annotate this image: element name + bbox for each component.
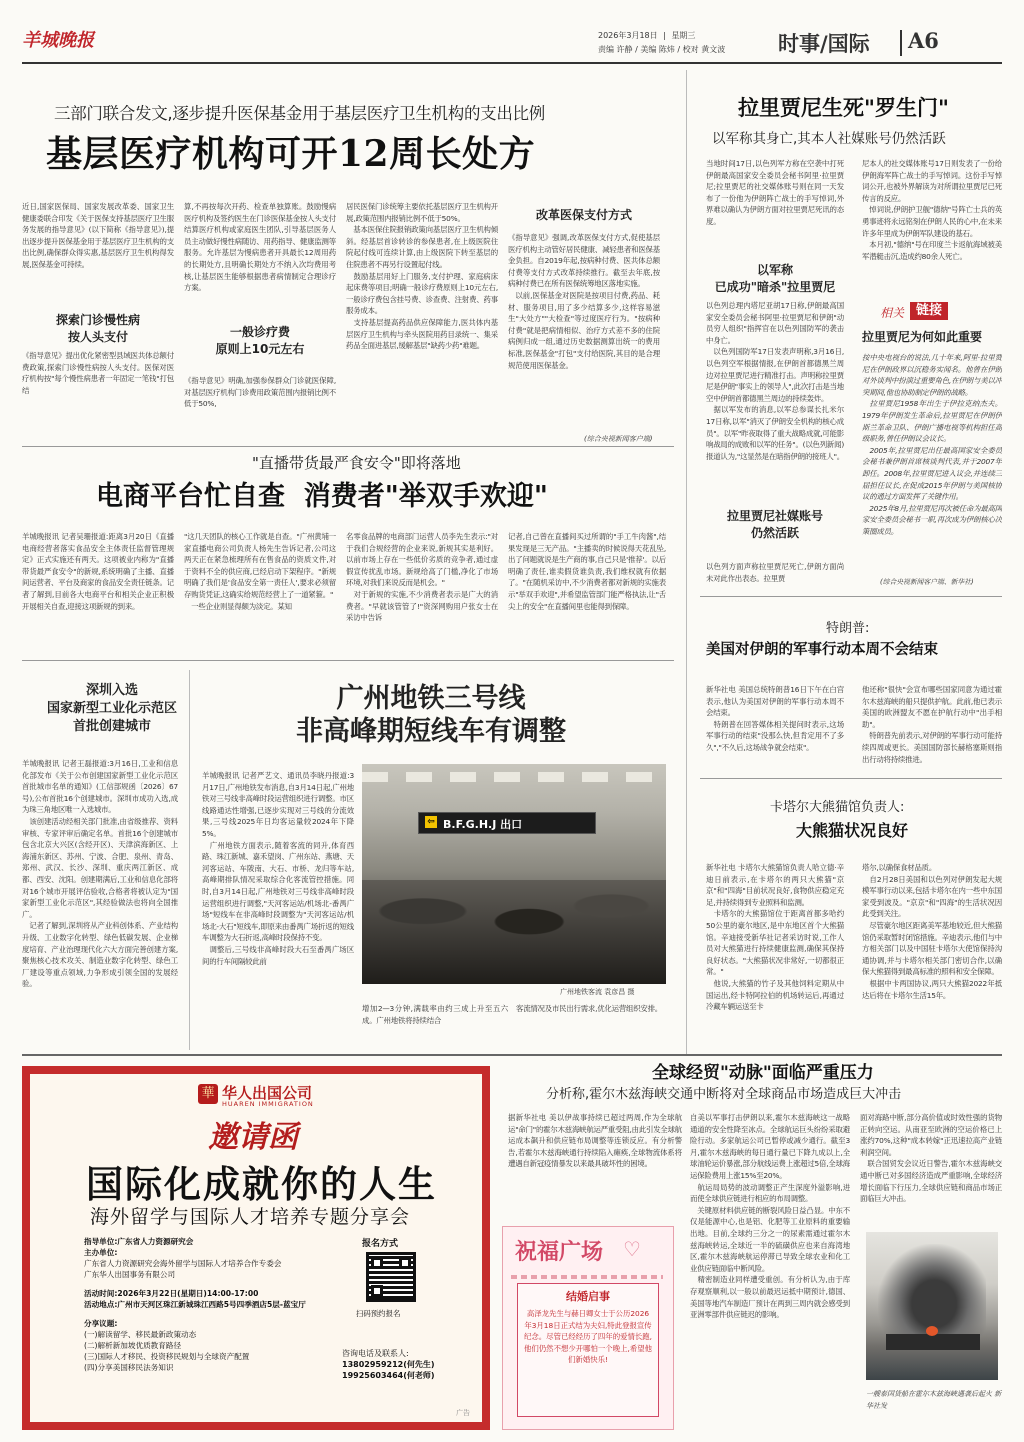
notice-title: 结婚启事 [566,1290,610,1303]
metro-photo [362,764,666,984]
ad-details [84,1236,344,1373]
ad-host-label: 主办单位: [84,1248,118,1257]
column-text: 当地时间17日,以色列军方称在空袭中打死伊朗最高国家安全委员会秘书阿里·拉里贾尼;拉里贾尼的社交媒体账号则在同一天发布了一份他为伊朗阵亡战士的手写悼词,外界难以确认为伊朗方面对拉里贾尼死讯的态度。 [706,159,844,226]
column-text: 羊城晚报讯 记者严艺文、通讯员李晓丹报道:3月17日,广州地铁发布消息,自3月14日起,广州地铁对三号线非高峰时段运营组织进行调整。市区线路通达性增强,已逐步实现对三号线的分流效果,三号线2025年日均客运量较2024年下降5%。 广州地铁方面表示,随着客流的同升,体育西路、珠江新城、嘉禾望岗、广州东站、燕塘、天河客运站、车陂南、大石、市桥、龙归等车站,高峰期排队情况采取综合化客流管控措施。同时,自3月14日起,广州地铁对三号线非高峰时段运营组织进行调整,"天河客运站/机场北-番禺广场"短线车在非高峰时段调整为"天河客运站/机场北-大石"短线车,即原来由番禺广场折返的短线车调整为大石折返,高峰时段保持不变。 调整后,三号线非高峰时段大石至番禺广场区间的行车间隔较此前 [202,771,354,966]
column-text: 记者,自己曾在直播间买过所谓的"手工牛肉酱",结果发现是三无产品。"主播卖的时候说得天花乱坠,出了问题就说是生产商的事,自己只是'推荐'。以后明确了责任,谁卖假货谁负责,我们维权就有依据了。"在随机采访中,不少消费者都对新规的实施表示"举双手欢迎",并希望监管部门能严格执法,让"舌尖上的安全"在直播间里也能得到保障。 [508,532,666,611]
fire [926,1326,938,1336]
notice-box [517,1283,659,1417]
section-name: 时事/国际 [778,31,870,56]
ship-hull [886,1334,980,1350]
column-text: 羊城晚报讯 记者王磊报道:3月16日,工业和信息化部发布《关于公布创建国家新型工业化示范区首批城市名单的通知》(工信部规函〔2026〕67号),公布首批16个创建城市。深圳市成功入选,成为珠三角地区唯一入选城市。 该创建活动经相关部门批准,由省级推荐、资料审核、专家评审后确定名单。首批16个创建城市包含北京大兴区(含经开区)、天津滨海新区、上海浦东新区、苏州、宁波、合肥、泉州、青岛、郑州、武汉、长沙、深圳、重庆两江新区、成都、西安、沈阳。创建期满后,工业和信息化部将对16个城市开展评估验收,合格者将被认定为"国家新型工业化示范区",其经验做法也将向全国推广。 记者了解到,深圳将从产业科创体系、产业结构升级、工业数字化转型、绿色低碳发展、企业梯度培育、产业治理现代化六大方面完善创建方案,聚焦核心技术攻关、制造业数字化转型、绿色工厂建设等重点领域,力争形成引领全国的发展经验。 [22,759,178,989]
wedding-title: 祝福广场 [515,1239,604,1265]
article-headline: 基层医疗机构可开12周长处方 [46,133,536,175]
masthead-rule [22,62,1002,64]
subhead: 拉里贾尼社媒账号 仍然活跃 [726,509,823,540]
masthead [0,0,1024,64]
column-text: 自美以军事打击伊朗以来,霍尔木兹海峡这一战略通道的安全性降至冰点。全球航运巨头纷纷采取避险行动。多家航运公司已暂停或减少通行。截至3月,霍尔木兹海峡的每日通行量已下降九成以上,全球油轮运价暴涨,部分航线运费上涨超过5倍,全球海运保险费用上涨15%至20%。 航运局局势的波动调整正产生深度外溢影响,进而使全球供应链进行相应的布局调整。 关键原材料供应链的断裂风险日益凸显。中东不仅是能源中心,也是铝、化肥等工业原料的重要输出地。目前,全球约三分之一的尿素需通过霍尔木兹海峡转运,全球近一半的硫磺供应也来自海湾地区,霍尔木兹海峡航运停滞已导致全球农业和化工业供应链面临中断风险。 精密制造业同样遭受重创。有分析认为,由于库存观察顺利,以一般以前最迟运抵中期预计,德国、美国等地汽车制造厂预计在两到三周内就会感受到亚洲零部件供应链迟的影响。 [690,1113,850,1320]
wedding-rule [511,1275,663,1279]
page-number: A6 [908,28,939,53]
article-subhead: 以军称其身亡,其本人社媒账号仍然活跃 [712,131,946,147]
divider [22,446,674,447]
ad-topic: (二)解析新加坡优质教育路径 [84,1341,182,1350]
column-text: 以色列方面声称拉里贾尼死亡,伊朗方面尚未对此作出表态。拉里贾 [706,562,844,583]
ad-topic: (三)国际人才移民、投资移民规划与全球资产配置 [84,1352,250,1361]
related-label: 相关 [880,306,905,320]
ship-photo [866,1232,998,1380]
exit-icon: ⇦ [425,816,437,828]
column-text: 《指导意见》提出优化紧密型县域医共体总额付费政策,探索门诊慢性病按人头支付。医保对医疗机构按"每个慢性病患者一年固定一笔钱"打包结 [22,351,174,395]
ad-topic: (四)分享美国移民法务知识 [84,1363,174,1372]
subhead: 改革医保支付方式 [535,208,632,222]
article-headline: 大熊猫状况良好 [796,821,909,840]
article-headline: 广州地铁三号线 非高峰期短线车有调整 [296,683,566,747]
ad-org: 指导单位:广东省人力资源研究会 [84,1237,194,1246]
source-note: (综合央视新闻客户端) [584,435,653,443]
heart-icon: ♡ [623,1237,641,1261]
article-kicker: 特朗普: [826,621,870,636]
notice-text: 高泽龙先生与赫日卿女士于公历2026年3月18日正式结为夫妇,特此登报宣传纪念。尽管已经经历了四年的爱情长跑,他们仍然不想少开哪怕一个晚上,希望他们新婚快乐! [524,1309,652,1365]
column-text: 尼本人的社交媒体账号17日则发表了一份给伊朗海军阵亡战士的手写悼词。这份手写悼词公开,也被外界解读为对所谓拉里贾尼已死传言的反应。 悼词说,伊朗护卫舰"德纳"号阵亡士兵的英勇事迹将永远铭刻在伊朗人民的心中,在未来许多年里成为伊朗军队建设的基石。 本月初,"德纳"号在印度兰卡返航海域被美军潜艇击沉,造成约80余人死亡。 [862,159,1002,261]
column-text: "这几天团队的核心工作就是自查。"广州黄埔一家直播电商公司负责人杨先生告诉记者,公司这两天正在紧急梳理所有在售食品的资质文件,对于资料不全的供应商,已经启动下架程序。"新规明确了我们是'食品安全第一责任人',要求必须留存购货凭证,这确实给规范经营上了一道紧箍。" 一些企业则显得颇为淡定。某知 [184,532,336,611]
ad-logo-en: HUAREN IMMIGRATION [222,1100,314,1108]
column-text: 以色列总理内塔尼亚胡17日称,伊朗最高国家安全委员会秘书阿里·拉里贾尼和伊朗"动员穷人组织"指挥官在以色列国防军的袭击中身亡。 以色列国防军17日发表声明称,3月16日,以色列空军根据情报,在伊朗首都德黑兰周边对拉里贾尼进行精准打击。声明称拉里贾尼是伊朗"事实上的领导人",此次打击是当地空中伊朗首都德黑兰周边的持续轰炸。 据以军发布的消息,以军总参谋长扎米尔17日称,以军"消灭了伊朗安全机构的核心成员"。以军"昨夜取得了重大战略成就,可能影响战局的成败和以军的任务"。(以色列新闻)报道认为,"这显然是在暗指伊朗的接班人"。 [706,301,844,461]
column-text: 增加2—3分钟,满载率由约三成上升至五六成。广州地铁将持续结合 [362,1004,508,1025]
ad-contact [342,1348,462,1381]
column-text: 面对海路中断,部分高价值或时效性强的货物正转向空运。从南亚至欧洲的空运价格已上涨约70%,这种"成本转嫁"正迅速拉高产业链利润空间。 联合国贸发会议近日警告,霍尔木兹海峡交通中断已对多国经济造成严重影响,全球经济增长面临下行压力,全球供应链和商品市场正面临巨大冲击。 [860,1113,1002,1204]
column-text: 居民医保门诊统筹主要依托基层医疗卫生机构开展,政策范围内报销比例不低于50%。 基本医保住院报销政策向基层医疗卫生机构倾斜。经基层首诊转诊的参保患者,在上级医院住院起付线可连续计算,由上级医院下转至基层的住院患者不再另行设置起付线。 鼓励基层用好上门服务,支付护理、家庭病床起床费等项目;明确一般诊疗费原则上10元左右,一般诊疗费包含挂号费、诊查费、注射费、药事服务成本。 支持基层提高药品供应保障能力,医共体内基层医疗卫生机构与牵头医院用药目录统一、集采药品全面进基层,缓解基层"缺药少药"难题。 [346,202,498,351]
subhead: 以军称 已成功"暗杀"拉里贾尼 [714,263,836,294]
ad-place: 活动地点:广州市天河区珠江新城珠江西路5号四季酒店5层-蓝宝厅 [84,1300,306,1309]
related-title: 拉里贾尼为何如此重要 [862,330,983,344]
ad-host2: 广东华人出国事务有限公司 [84,1270,176,1279]
editors-line: 责编 许静 / 美编 陈炜 / 校对 黄文波 [598,45,726,54]
article-headline: 拉里贾尼生死"罗生门" [738,95,949,120]
qr-scan-text: 扫码预约报名 [356,1309,401,1318]
issue-date: 2026年3月18日 | 星期三 [598,31,696,40]
photo-caption: 一艘泰国货船在霍尔木兹海峡遇袭后起火 新华社发 [866,1390,1002,1410]
subhead: 一般诊疗费 原则上10元左右 [215,325,305,356]
ad-invite: 邀请函 [208,1120,298,1155]
divider [700,778,1002,779]
column-text: 塔尔,以确保食材品质。 自2月28日美国和以色列对伊朗发起大规模军事行动以来,包括卡塔尔在内一些中东国家受到波及。"京京"和"四海"的生活状况因此受到关注。 尽管豪尔地区距离美军基地较近,但大熊猫馆仍采取暂时闭馆措施。辛迪表示,他们与中方相关部门以及中国驻卡塔尔大使馆保持沟通协调,并与卡塔尔相关部门密切合作,以确保大熊猫得到最高标准的照料和安全保障。 根据中卡两国协议,两只大熊猫2022年抵达后将在卡塔尔生活15年。 [862,863,1002,1000]
ad-topics-label: 分享议题: [84,1319,118,1328]
article-kicker: 卡塔尔大熊猫馆负责人: [770,800,905,815]
source-note: (综合央视新闻客户端、新华社) [880,578,974,586]
column-text: 《指导意见》强调,改革医保支付方式,促使基层医疗机构主动管好居民健康、减轻患者和医保基金负担。自2019年起,按病种付费、医共体总额付费等支付方式改革持续推行。截至去年底,按病种付费已在所有医保统筹地区落地实施。 以前,医保基金对医院是按项目付费,药品、耗材、服务项目,用了多少结算多少,这样容易滋生"大处方""大检查"等过度医疗行为。"按病种付费"就是把病情相似、治疗方式差不多的住院病例归成一组,通过历史数据测算出统一的费用标准,医保基金"打包"支付给医院,其目的是合理规范使用医保基金。 [508,233,660,370]
column-text: 名零食品牌的电商部门运营人员李先生表示:"对于我们合规经营的企业来说,新规其实是利好。以前市场上存在一些低价劣质的竞争者,通过虚假宣传扰乱市场。新规给高了门槛,净化了市场环境,对我们来说反而是机会。" 对于新规的实施,不少消费者表示是广大的消费者。"早就该管管了!"资深网购用户张女士在采访中告诉 [346,532,498,623]
ad-invitation [22,1066,490,1430]
ad-logo-icon: 華 [198,1084,218,1104]
related-badge [870,302,1002,320]
masthead-logo: 羊城晚报 [22,30,94,51]
wedding-box [502,1226,674,1430]
article-headline: 深圳入选 国家新型工业化示范区 首批创建城市 [46,683,177,734]
article-kicker: 三部门联合发文,逐步提升医保基金用于基层医疗卫生机构的支出比例 [54,104,545,123]
tel-label: 咨询电话及联系人: [342,1349,409,1358]
ad-inner [30,1074,482,1422]
ad-logo: 华人出国公司 [222,1084,313,1102]
ad-tag: 广告 [456,1409,470,1417]
photo-caption: 广州地铁客流 袁彦昌 摄 [560,988,635,996]
qr-label: 报名方式 [362,1239,399,1249]
link-label: 链接 [910,302,948,320]
article-headline: 美国对伊朗的军事行动本周不会结束 [706,641,938,658]
column-text: 羊城晚报讯 记者吴珊报道:距离3月20日《直播电商经营者落实食品安全主体责任监督管理规定》正式实施还有两天。这项被业内称为"直播带货最严食安令"的新规,系统明确了主播、直播间运营者、平台及商家的食品安全责任链条。记者了解到,目前各大电商平台和相关企业正积极开展相关自查,迎接这项新规的到来。 [22,532,174,611]
sign-text: B.F.G.H.J 出口 [443,818,523,831]
smoke [878,1244,986,1336]
related-text: 按中央电视台的说法,几十年来,阿里·拉里贾尼在伊朗政界以沉稳务实闻名。他曾在伊朗对外谈判中扮演过重要角色,在伊朗与美以冲突期间,他也协助制定伊朗的战略。 拉里贾尼1958年出生于伊拉克纳杰夫。1979年伊朗发生革命后,拉里贾尼在伊朗伊斯兰革命卫队、伊朗广播电视等机构担任高级职务,曾任伊朗议会议长。 2005年,拉里贾尼出任最高国家安全委员会秘书兼伊朗首席核谈判代表,并于2007年卸任。2008年,拉里贾尼进入议会,并连续三届担任议长,在促成2015年伊朗与美国核协议的通过方面发挥了关键作用。 2025年8月,拉里贾尼再次被任命为最高国家安全委员会秘书一职,再次成为伊朗核心决策圈成员。 [862,353,1002,536]
column-text: 新华社电 卡塔尔大熊猫馆负责人哈立德·辛迪日前表示,在卡塔尔的两只大熊猫"京京"和"四海"目前状况良好,食物供应稳定充足,并持续得到专业照料和监测。 卡塔尔的大熊猫馆位于距离首都多哈约50公里的豪尔地区,是中东地区首个大熊猫馆。辛迪接受新华社记者采访时说,工作人员对大熊猫进行持续健康监测,确保其保持良好状态。"大熊猫状况非常好,一切都很正常。" 他说,大熊猫的竹子及其他饲料定期从中国运出,经卡特阿拉伯的机场转运后,再通过冷藏车辆运送至卡 [706,863,844,1012]
column-text: 新华社电 美国总统特朗普16日下午在白宫表示,他认为美国对伊朗的军事行动本周不会结束。 特朗普在回答媒体相关提问时表示,这场军事行动的结束"没那么快,但肯定用不了多久","不久后,这场战争就会结束"。 [706,685,844,752]
station-sign [418,812,596,834]
column-text: 据新华社电 美以伊战事持续已超过两周,作为全球航运"命门"的霍尔木兹海峡航运严重受阻,由此引发全球航运成本飙升和供应链布局调整等连锁反应。有分析警告,若霍尔木兹海峡通行持续陷入瘫痪,全球物流体系将遭遇自新冠疫情暴发以来最具破坏性的困境。 [508,1113,682,1169]
tel-2: 19925603464(何老师) [342,1371,435,1380]
article-headline: 全球经贸"动脉"面临严重压力 [652,1063,874,1083]
divider [22,660,674,661]
divider [686,70,687,1054]
column-text: 近日,国家医保局、国家发展改革委、国家卫生健康委联合印发《关于医保支持基层医疗卫生服务发展的指导意见》(以下简称《指导意见》),提出逐步提升医保基金用于基层医疗卫生机构的支出比例,确保群众得实惠,基层医疗卫生机构得发展,医保基金可持续。 [22,202,174,269]
divider [700,596,1002,597]
article-kicker: "直播带货最严食安令"即将落地 [252,454,461,472]
column-text: 《指导意见》明确,加强参保群众门诊就医保障,对基层医疗机构门诊费用政策范围内报销比例不低于50%, [184,376,336,409]
weekday-text: 星期三 [671,31,696,40]
tel-1: 13802959212(何先生) [342,1360,435,1369]
subhead: 探索门诊慢性病 按人头支付 [55,313,140,344]
qr-code[interactable] [366,1252,416,1302]
divider [22,1054,1002,1056]
section-divider [900,30,902,56]
article-subhead: 分析称,霍尔木兹海峡交通中断将对全球商品市场造成巨大冲击 [546,1087,902,1102]
ad-time: 活动时间:2026年3月22日(星期日)14:00-17:00 [84,1289,259,1298]
divider [189,670,190,1050]
article-headline: 电商平台忙自查 消费者"举双手欢迎" [96,481,548,512]
column-text: 算,不再按每次开药、检查单独算账。鼓励慢病医疗机构及签约医生在门诊医保基金按人头支付结算医疗机构或家庭医生团队,引导基层医务人员主动做好慢性病随访、用药指导、健康监测等服务。允许基层为慢病患者开具最长12周用药的长期处方,且明确长期处方不纳入次均费用考核,让基层医生能够根据患者病情制定合理诊疗方案。 [184,202,336,293]
column-text: 他还称"很快"会宣布哪些国家同意为通过霍尔木兹海峡的船只提供护航。此前,他已表示美国的欧洲盟友不愿在护航行动中"出手相助"。 特朗普先前表示,对伊朗的军事行动可能持续四周或更长。美国国防部长赫格塞斯则指出行动将持续推进。 [862,685,1002,764]
ad-host1: 广东省人力资源研究会海外留学与国际人才培养合作专委会 [84,1259,282,1268]
ad-headline: 国际化成就你的人生 [86,1162,437,1206]
ad-subhead: 海外留学与国际人才培养专题分享会 [90,1206,411,1228]
column-text: 客流情况及市民出行需求,优化运营组织安排。 [516,1004,662,1013]
ad-topic: (一)解读留学、移民最新政策动态 [84,1330,197,1339]
crowd [362,880,666,984]
date-text: 2026年3月18日 [598,31,658,40]
ceiling-lights [362,772,666,782]
